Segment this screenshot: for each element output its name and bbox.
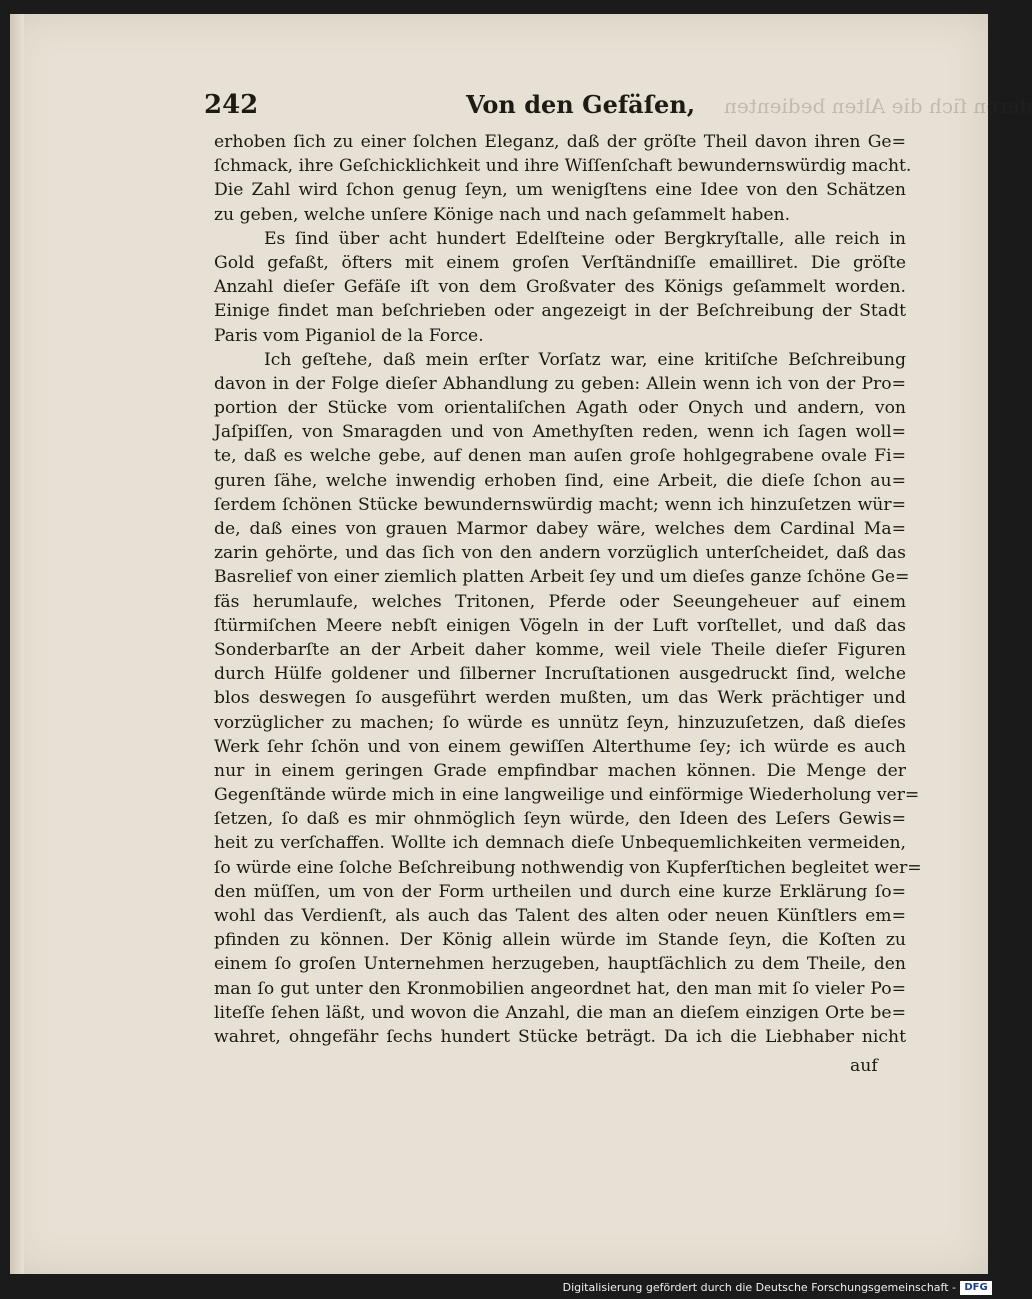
text-line: ſtürmiſchen Meere nebſt einigen Vögeln in der Luft vorſtellet, und daß das (214, 615, 906, 636)
text-line: ſerdem ſchönen Stücke bewundernswürdig macht; wenn ich hinzuſetzen wür= (214, 494, 906, 515)
text-line: wohl das Verdienſt, als auch das Talent des alten oder neuen Künſtlers em= (214, 906, 906, 926)
text-line: Jaſpiſſen, von Smaragden und von Amethyſten reden, wenn ich ſagen woll= (214, 422, 906, 443)
text-line: vorzüglicher zu machen; ſo würde es unnütz ſeyn, hinzuzuſetzen, daß dieſes (214, 712, 906, 733)
text-line: de, daß eines von grauen Marmor dabey wäre, welches dem Cardinal Ma= (214, 519, 906, 539)
running-title: Von den Gefäſen, (466, 90, 696, 119)
catchword: auf (850, 1056, 878, 1076)
text-line: portion der Stücke vom orientaliſchen Agath oder Onych und andern, von (214, 398, 906, 419)
text-line: Sonderbarſte an der Arbeit daher komme, weil viele Theile dieſer Figuren (214, 639, 906, 660)
page-number: 242 (204, 90, 259, 120)
text-line: den müſſen, um von der Form urtheilen und durch eine kurze Erklärung ſo= (214, 881, 906, 902)
dfg-logo[interactable]: DFG (960, 1281, 992, 1295)
page-gutter (10, 14, 24, 1274)
text-line: guren ſähe, welche inwendig erhoben ſind, eine Arbeit, die dieſe ſchon au= (214, 470, 906, 491)
text-line: Die Zahl wird ſchon genug ſeyn, um wenigſtens eine Idee von den Schätzen (214, 180, 906, 201)
text-line: durch Hülfe goldener und ſilberner Incruſtationen ausgedruckt ſind, welche (214, 664, 906, 685)
text-line: fäs herumlaufe, welches Tritonen, Pferde oder Seeungeheuer auf einem (214, 591, 906, 612)
text-line: blos deswegen ſo ausgeführt werden mußten, um das Werk prächtiger und (214, 688, 906, 709)
text-line: erhoben ſich zu einer ſolchen Eleganz, daß der gröſte Theil davon ihren Ge= (214, 132, 906, 152)
text-line: Paris vom Piganiol de la Force. (214, 325, 484, 346)
text-line: Gold gefaßt, öfters mit einem groſen Verſtändniſſe emailliret. Die gröſte (214, 252, 906, 273)
text-line: te, daß es welche gebe, auf denen man auſen groſe hohlgegrabene ovale Fi= (214, 446, 906, 467)
text-line: Einige findet man beſchrieben oder angezeigt in der Beſchreibung der Stadt (214, 301, 906, 322)
text-line: pfinden zu können. Der König allein würde im Stande ſeyn, die Koſten zu (214, 930, 906, 951)
text-line: einem ſo groſen Unternehmen herzugeben, hauptſächlich zu dem Theile, den (214, 954, 906, 975)
text-line: Ich geſtehe, daß mein erſter Vorſatz war, eine kritiſche Beſchreibung (264, 349, 906, 370)
text-line: man ſo gut unter den Kronmobilien angeordnet hat, den man mit ſo vieler Po= (214, 978, 906, 999)
text-line: ſetzen, ſo daß es mir ohnmöglich ſeyn würde, den Ideen des Leſers Gewis= (214, 809, 906, 830)
text-line: liteſſe ſehen läßt, und wovon die Anzahl, die man an dieſem einzigen Orte be= (214, 1002, 906, 1023)
text-line: zarin gehörte, und das ſich von den andern vorzüglich unterſcheidet, daß das (214, 543, 906, 564)
text-line: davon in der Folge dieſer Abhandlung zu geben: Allein wenn ich von der Pro= (214, 373, 906, 394)
page-header (204, 90, 1032, 126)
funding-credit: Digitalisierung gefördert durch die Deutsche Forschungsgemeinschaft - (562, 1281, 956, 1294)
text-line: Anzahl dieſer Gefäſe iſt von dem Großvater des Königs geſammelt worden. (214, 277, 906, 298)
text-line: nur in einem geringen Grade empfindbar machen können. Die Menge der (214, 760, 906, 781)
text-line: wahret, ohngefähr ſechs hundert Stücke beträgt. Da ich die Liebhaber nicht (214, 1026, 906, 1047)
text-line: ſo würde eine ſolche Beſchreibung nothwendig von Kupferſtichen begleitet wer= (214, 857, 922, 878)
text-line: Basrelief von einer ziemlich platten Arbeit ſey und um dieſes ganze ſchöne Ge= (214, 567, 910, 588)
text-line: Gegenſtände würde mich in eine langweilige und einförmige Wiederholung ver= (214, 785, 920, 806)
footer-bar (0, 1278, 1000, 1299)
body-text (214, 130, 922, 1049)
bleed-through-text: deren ſich die Alten bedienten (724, 94, 1032, 118)
text-line: Werk ſehr ſchön und von einem gewiſſen Alterthume ſey; ich würde es auch (214, 736, 906, 757)
text-line: Es ſind über acht hundert Edelſteine oder Bergkryſtalle, alle reich in (264, 228, 906, 249)
text-line: zu geben, welche unſere Könige nach und nach geſammelt haben. (214, 204, 791, 225)
text-line: ſchmack, ihre Geſchicklichkeit und ihre Wiſſenſchaft bewundernswürdig macht. (214, 156, 912, 177)
text-line: heit zu verſchaffen. Wollte ich demnach dieſe Unbequemlichkeiten vermeiden, (214, 833, 906, 854)
